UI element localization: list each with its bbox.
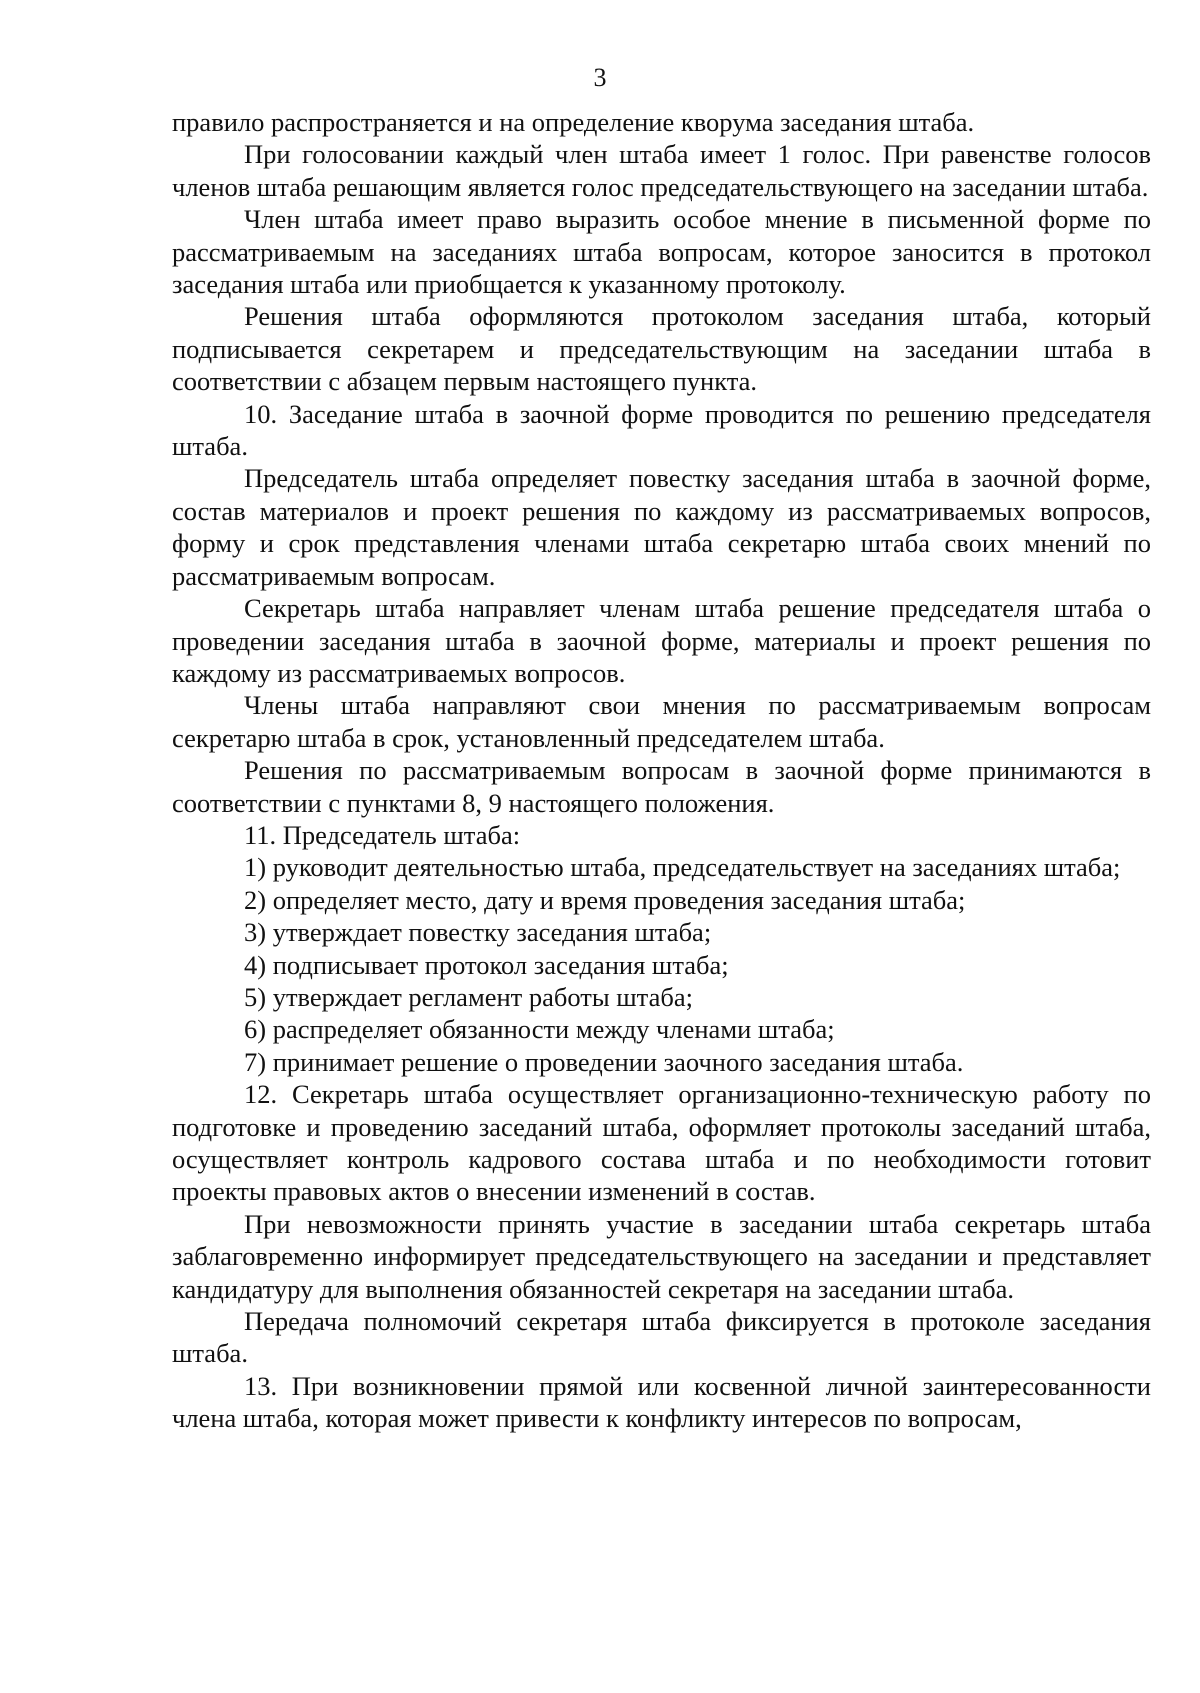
list-item: 6) распределяет обязанности между членами штаба; — [244, 1014, 835, 1045]
document-body — [172, 106, 1151, 1435]
paragraph: Председатель штаба определяет повестку заседания штаба в заочной форме, состав материалов и проект решения по каждому из рассматриваемых вопросов, форму и срок представления членами штаба секретарю штаба своих мнений по рассматриваемым вопросам. — [172, 463, 1151, 591]
paragraph: 12. Секретарь штаба осуществляет организационно-техническую работу по подготовке и проведению заседаний штаба, оформляет протоколы заседаний штаба, осуществляет контроль кадрового состава штаба и по необходимости готовит проекты правовых актов о внесении изменений в состав. — [172, 1079, 1151, 1207]
paragraph: При невозможности принять участие в заседании штаба секретарь штаба заблаговременно информирует председательствующего на заседании и представляет кандидатуру для выполнения обязанностей секретаря на заседании штаба. — [172, 1208, 1151, 1304]
paragraph: Члены штаба направляют свои мнения по рассматриваемым вопросам секретарю штаба в срок, установленный председателем штаба. — [172, 690, 1151, 753]
paragraph: Передача полномочий секретаря штаба фиксируется в протоколе заседания штаба. — [172, 1306, 1151, 1369]
list-item: 4) подписывает протокол заседания штаба; — [244, 949, 729, 980]
paragraph: Решения по рассматриваемым вопросам в заочной форме принимаются в соответствии с пунктами 8, 9 настоящего положения. — [172, 755, 1151, 818]
list-item: 1) руководит деятельностью штаба, председательствует на заседаниях штаба; — [244, 852, 1121, 883]
paragraph: правило распространяется и на определение кворума заседания штаба. — [172, 107, 975, 137]
list-item: 3) утверждает повестку заседания штаба; — [244, 917, 712, 948]
paragraph: 10. Заседание штаба в заочной форме проводится по решению председателя штаба. — [172, 398, 1151, 462]
paragraph: Решения штаба оформляются протоколом заседания штаба, который подписывается секретарем и председательствующим на заседании штаба в соответствии с абзацем первым настоящего пункта. — [172, 301, 1151, 397]
list-item: 2) определяет место, дату и время проведения заседания штаба; — [244, 884, 966, 915]
page-number: 3 — [593, 63, 607, 92]
paragraph: Член штаба имеет право выразить особое мнение в письменной форме по рассматриваемым на заседаниях штаба вопросам, которое заносится в протокол заседания штаба или приобщается к указанному протоколу. — [172, 204, 1151, 300]
list-item: 7) принимает решение о проведении заочного заседания штаба. — [244, 1046, 964, 1077]
list-item: 5) утверждает регламент работы штаба; — [244, 981, 693, 1012]
paragraph: 13. При возникновении прямой или косвенной личной заинтересованности члена штаба, которая может привести к конфликту интересов по вопросам, — [172, 1370, 1151, 1434]
paragraph: 11. Председатель штаба: — [244, 819, 521, 850]
paragraph: При голосовании каждый член штаба имеет 1 голос. При равенстве голосов членов штаба решающим является голос председательствующего на заседании штаба. — [172, 139, 1151, 202]
paragraph: Секретарь штаба направляет членам штаба решение председателя штаба о проведении заседания штаба в заочной форме, материалы и проект решения по каждому из рассматриваемых вопросов. — [172, 593, 1151, 688]
